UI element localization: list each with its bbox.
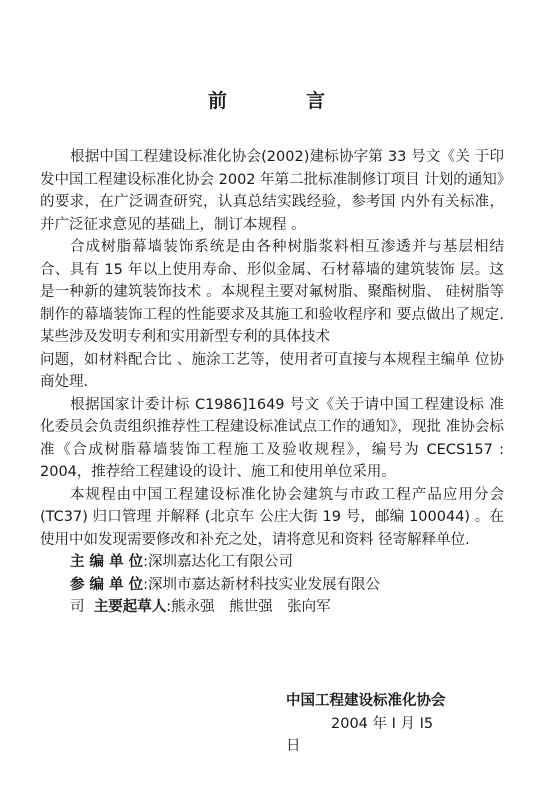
editor-unit-line: [40, 551, 504, 574]
signature-date-tail: 日: [286, 738, 301, 754]
drafters-line: [40, 596, 504, 619]
preface-body: [40, 146, 504, 619]
paragraph-2: 合成树脂幕墙装饰系统是由各种树脂浆料相互渗透并与基层相结合、具有 15 年以上使用寿命、形似金属、石材幕墙的建筑装饰 层。这是一种新的建筑装饰技术 。本规程主要对氟树脂、聚酯树脂、 硅树脂等制作的幕墙装饰工程的性能要求及其施工和验收程序和 要点做出了规定. 某些涉及发明专利和实用新型专利的具体技术: [40, 239, 504, 345]
paragraph-4: 本规程由中国工程建设标准化协会建筑与市政工程产品应用分会 (TC37) 归口管理 并解释 (北京车 公庄大街 19 号，邮编 100044) 。在使用中如发现需要修改和补充之处，请将意见和资料 径寄解释单位.: [40, 486, 504, 548]
signature-block: [286, 690, 486, 758]
drafters-value: :熊永强 熊世强 张向军: [166, 599, 331, 615]
coeditor-unit-line: [40, 574, 504, 597]
paragraph-1: 根据中国工程建设标准化协会(2002)建标协字第 33 号文《关 于印发中国工程建设标准化协会 2002 年第二批标准制修订项目 计划的通知》的要求，在广泛调查研究，认真总结实践经验，参考国 内外有关标准，并广泛征求意见的基础上，制订本规程 。: [40, 149, 504, 233]
signature-org: 中国工程建设标准化协会: [286, 693, 446, 709]
coeditor-unit-label: 参 编 单 位: [70, 576, 144, 593]
editor-unit-label: 主 编 单 位: [70, 554, 144, 570]
coeditor-unit-value: :深圳市嘉达新材科技实业发展有限公: [143, 576, 381, 593]
signature-date: 2004 年 I 月 I5: [331, 715, 434, 732]
drafters-prefix: 司: [70, 599, 85, 615]
page-title: 前 言: [207, 90, 355, 112]
paragraph-3: 根据国家计委计标 C1986]1649 号文《关于请中国工程建设标 准化委员会负责组织推荐性工程建设标准试点工作的通知》，现批 准协会标准《合成树脂幕墙装饰工程施工及验收规程》，编号为 CECS157 : 2004，推荐给工程建设的设计、施工和使用单位采用。: [40, 396, 504, 480]
drafters-label: 主要起草人: [93, 599, 167, 615]
paragraph-2-continued: 问题，如材料配合比 、施涂工艺等，使用者可直接与本规程主编单 位协商处理.: [40, 351, 504, 390]
editor-unit-value: :深圳嘉达化工有限公司: [143, 554, 294, 570]
